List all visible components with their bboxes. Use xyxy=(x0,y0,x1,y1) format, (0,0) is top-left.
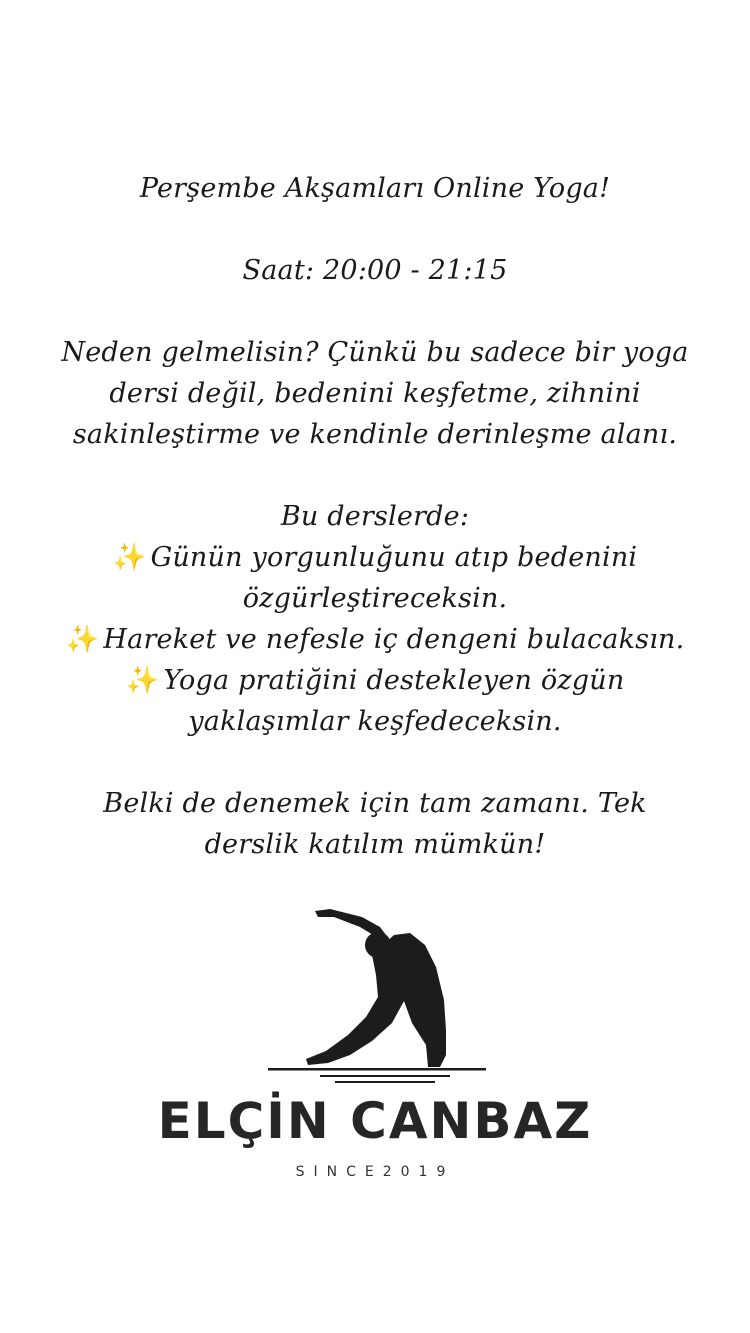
bullet-item-2 xyxy=(60,619,690,660)
closing-text: Belki de denemek için tam zamanı. Tek derslik katılım mümkün! xyxy=(103,788,647,860)
bullet-item-1 xyxy=(60,537,690,619)
brand-since: SINCE2019 xyxy=(295,1164,455,1180)
sparkles-icon: ✨ xyxy=(65,624,100,655)
bullet-item-3 xyxy=(60,660,690,742)
spacer xyxy=(60,455,690,496)
post-title: Perşembe Akşamları Online Yoga! xyxy=(139,173,611,204)
why-paragraph: Neden gelmelisin? Çünkü bu sadece bir yoga dersi değil, bedenini keşfetme, zihnini sakinleştirme ve kendinle derinleşme alanı. xyxy=(61,337,689,450)
brand-name: ELÇİN CANBAZ xyxy=(157,1092,593,1150)
spacer xyxy=(60,742,690,783)
sparkles-icon: ✨ xyxy=(125,665,160,696)
story-text-block xyxy=(60,168,690,865)
bullet-text: Yoga pratiğini destekleyen özgün yaklaşımlar keşfedeceksin. xyxy=(163,665,625,737)
class-time: Saat: 20:00 - 21:15 xyxy=(242,255,508,286)
yoga-pose-icon xyxy=(0,905,750,1095)
brand-logo xyxy=(0,905,750,1195)
spacer xyxy=(60,209,690,250)
spacer xyxy=(60,291,690,332)
bullet-text: Hareket ve nefesle iç dengeni bulacaksın. xyxy=(103,624,685,655)
lessons-heading: Bu derslerde: xyxy=(280,501,470,532)
sparkles-icon: ✨ xyxy=(112,542,147,573)
bullet-text: Günün yorgunluğunu atıp bedenini özgürleştireceksin. xyxy=(150,542,638,614)
